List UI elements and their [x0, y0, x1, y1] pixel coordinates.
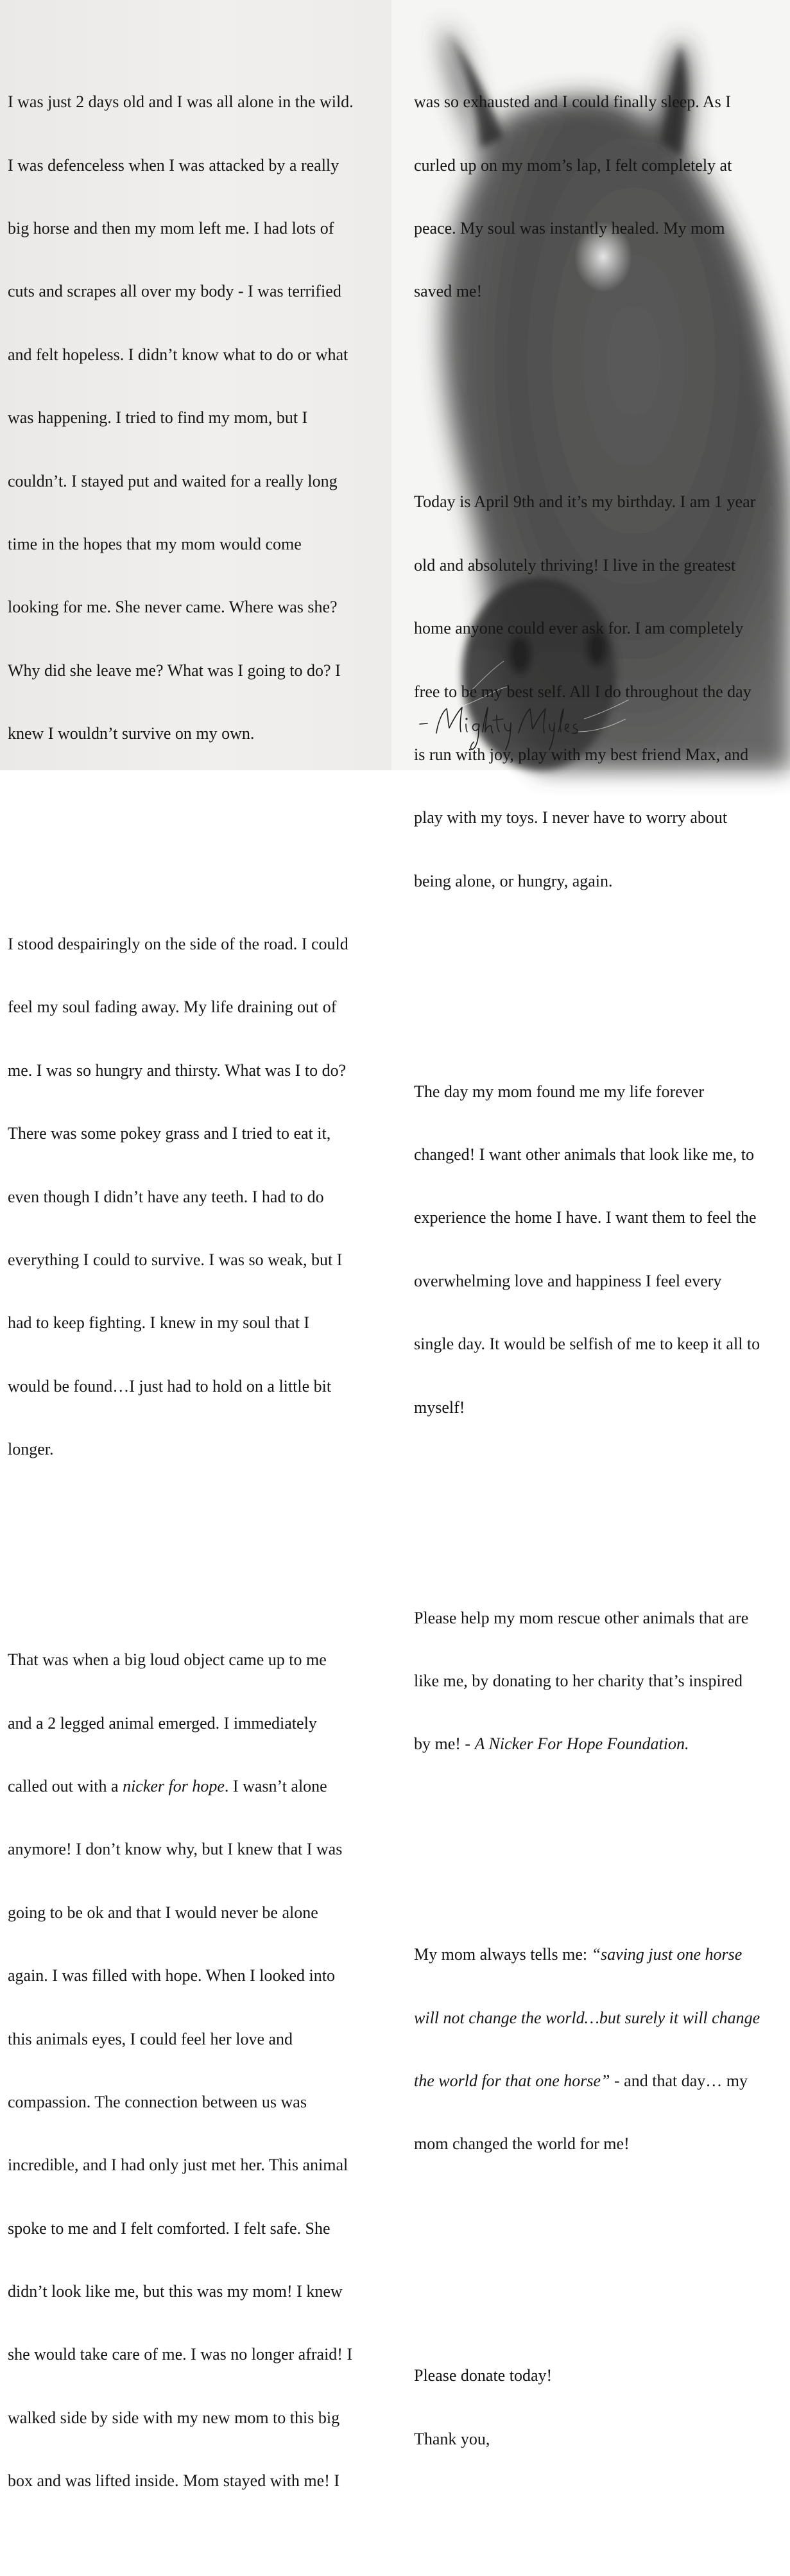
text-run: by me! - — [414, 1734, 475, 1754]
text-line-with-emphasis — [414, 2071, 760, 2092]
text-run: - and that day… my — [610, 2071, 748, 2091]
left-column-text — [8, 8, 354, 2576]
paragraph-life-changed — [414, 1039, 760, 1460]
text-line: Why did she leave me? What was I going to do? I — [8, 661, 341, 680]
text-line: There was some pokey grass and I tried to eat it, — [8, 1124, 331, 1143]
paragraph-birthday — [414, 450, 760, 934]
text-line: like me, by donating to her charity that’s inspired — [414, 1671, 743, 1690]
text-line: saved me! — [414, 282, 483, 301]
paragraph-spacer — [414, 976, 760, 998]
text-line: everything I could to survive. I was so weak, but I — [8, 1250, 343, 1270]
right-column — [391, 0, 790, 2448]
text-line: compassion. The connection between us was — [8, 2092, 307, 2111]
text-line: didn’t look like me, but this was my mom! I knew — [8, 2282, 343, 2301]
closing-line: Please donate today! — [414, 2366, 553, 2385]
handwritten-signature — [418, 705, 585, 756]
paragraph-healed — [414, 50, 760, 345]
paragraph-side-of-road — [8, 892, 354, 1502]
text-line: and felt hopeless. I didn’t know what to do or what — [8, 345, 348, 364]
left-column — [0, 0, 391, 2491]
text-line-with-emphasis — [8, 1776, 354, 1797]
text-run: My mom always tells me: — [414, 1945, 592, 1964]
text-line: I was defenceless when I was attacked by a really — [8, 155, 339, 175]
paragraph-spacer — [8, 1544, 354, 1566]
text-line: going to be ok and that I would never be alone — [8, 1903, 318, 1922]
text-line: free to be my best self. All I do throughout the day — [414, 682, 751, 701]
text-line: longer. — [8, 1440, 54, 1459]
paragraph-alone-in-wild — [8, 50, 354, 787]
emphasis-foundation-name: A Nicker For Hope Foundation. — [474, 1734, 689, 1754]
text-line: incredible, and I had only just met her. This animal — [8, 2156, 348, 2175]
text-run: called out with a — [8, 1776, 123, 1795]
text-line: experience the home I have. I want them to feel the — [414, 1208, 757, 1227]
text-line: had to keep fighting. I knew in my soul that I — [8, 1313, 310, 1333]
text-line: she would take care of me. I was no longer afraid! I — [8, 2345, 353, 2364]
text-line: anymore! I don’t know why, but I knew that I was — [8, 1840, 343, 1859]
text-line-with-emphasis — [414, 2008, 760, 2029]
paragraph-spacer — [414, 386, 760, 408]
text-line: would be found…I just had to hold on a little bit — [8, 1376, 332, 1396]
text-line: single day. It would be selfish of me to keep it all to — [414, 1335, 760, 1354]
text-line: peace. My soul was instantly healed. My mom — [414, 218, 725, 238]
closing — [414, 2324, 760, 2492]
text-line: spoke to me and I felt comforted. I felt safe. She — [8, 2218, 331, 2238]
text-line: this animals eyes, I could feel her love and — [8, 2029, 293, 2048]
text-line: was so exhausted and I could finally sleep. As I — [414, 92, 731, 112]
text-line: box and was lifted inside. Mom stayed with me! I — [8, 2471, 340, 2491]
text-line: knew I wouldn’t survive on my own. — [8, 724, 255, 743]
emphasis-nicker-for-hope: nicker for hope — [123, 1776, 225, 1795]
text-line: time in the hopes that my mom would come — [8, 534, 302, 553]
text-line: old and absolutely thriving! I live in the greatest — [414, 555, 736, 575]
text-line: again. I was filled with hope. When I looked into — [8, 1966, 336, 1985]
text-line: Today is April 9th and it’s my birthday. I am 1 year — [414, 492, 756, 512]
text-line: overwhelming love and happiness I feel every — [414, 1271, 722, 1290]
text-line: myself! — [414, 1397, 465, 1417]
paragraph-please-help — [414, 1566, 760, 1797]
emphasis-quote: the world for that one horse” — [414, 2071, 610, 2091]
text-line: and a 2 legged animal emerged. I immediately — [8, 1713, 317, 1733]
text-line: feel my soul fading away. My life draining out of — [8, 998, 337, 1017]
paragraph-spacer — [414, 2239, 760, 2281]
paragraph-spacer — [8, 829, 354, 850]
text-line: being alone, or hungry, again. — [414, 871, 613, 890]
text-line: play with my toys. I never have to worry about — [414, 808, 728, 827]
text-line: big horse and then my mom left me. I had lots of — [8, 218, 334, 238]
text-line: cuts and scrapes all over my body - I was terrified — [8, 282, 341, 301]
paragraph-rescue — [8, 1608, 354, 2534]
closing-line: Thank you, — [414, 2429, 490, 2448]
text-line: walked side by side with my new mom to this big — [8, 2408, 340, 2427]
text-line: home anyone could ever ask for. I am completely — [414, 619, 744, 638]
paragraph-quote — [414, 1903, 760, 2197]
emphasis-quote: will not change the world…but surely it will change — [414, 2008, 760, 2027]
text-line: mom changed the world for me! — [414, 2134, 630, 2154]
paragraph-spacer — [414, 1839, 760, 1860]
paragraph-spacer — [414, 1503, 760, 1524]
text-line-with-emphasis — [414, 1734, 760, 1755]
text-line: is run with joy, play with my best friend Max, and — [414, 745, 749, 764]
right-column-text — [414, 8, 760, 2534]
text-line-with-emphasis — [414, 1944, 760, 1966]
text-line: me. I was so hungry and thirsty. What was I to do? — [8, 1060, 347, 1080]
text-line: I was just 2 days old and I was all alone in the wild. — [8, 92, 354, 112]
text-line: looking for me. She never came. Where was she? — [8, 598, 338, 617]
text-line: couldn’t. I stayed put and waited for a really long — [8, 471, 338, 490]
text-line: was happening. I tried to find my mom, but I — [8, 408, 308, 428]
text-line: Please help my mom rescue other animals that are — [414, 1608, 749, 1627]
emphasis-quote: “saving just one horse — [591, 1945, 743, 1964]
text-run: . I wasn’t alone — [224, 1776, 327, 1795]
text-line: even though I didn’t have any teeth. I had to do — [8, 1187, 324, 1206]
text-line: curled up on my mom’s lap, I felt completely at — [414, 155, 732, 175]
text-line: changed! I want other animals that look like me, to — [414, 1145, 754, 1164]
text-line: That was when a big loud object came up to me — [8, 1650, 327, 1670]
text-line: I stood despairingly on the side of the road. I could — [8, 935, 348, 954]
text-line: The day my mom found me my life forever — [414, 1082, 704, 1101]
